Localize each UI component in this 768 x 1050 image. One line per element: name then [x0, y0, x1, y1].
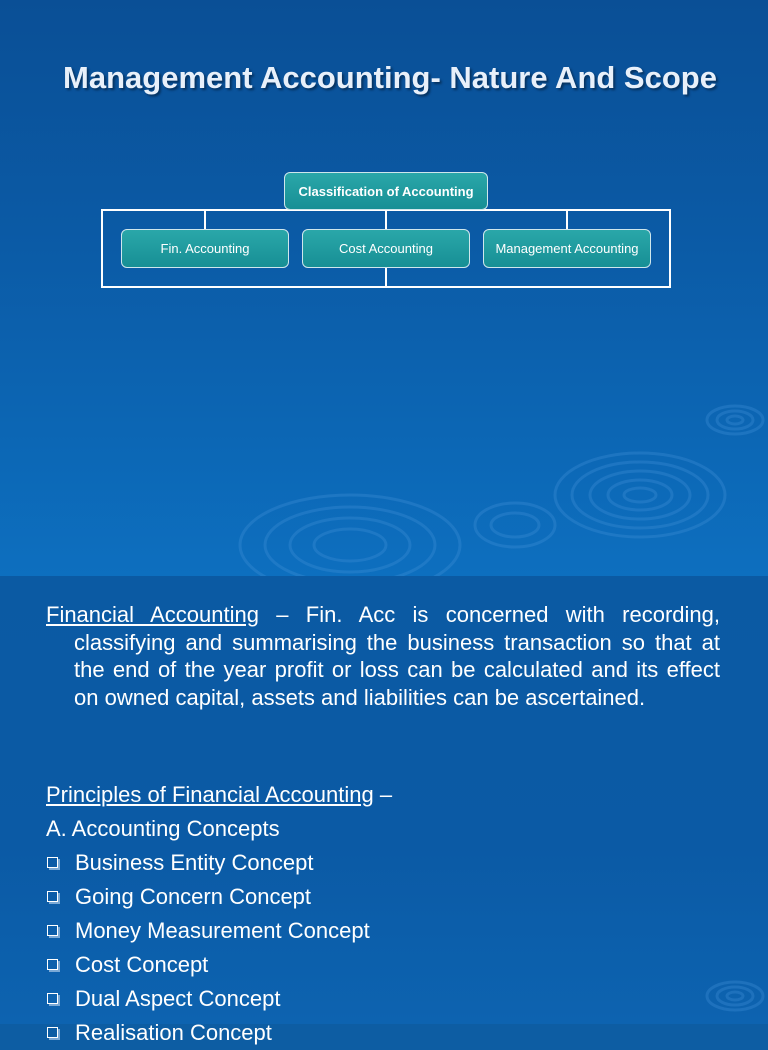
square-bullet-icon	[47, 959, 58, 970]
concept-label: Going Concern Concept	[75, 884, 312, 909]
financial-accounting-definition: – Fin. Acc is concerned with recording, classifying and summarising the business transaction so that at the end of the year profit or loss can be calculated and its effect on owned capital, assets and liabilities can be ascertained.	[74, 602, 721, 710]
concept-label: Realisation Concept	[75, 1020, 272, 1045]
square-bullet-icon	[47, 925, 58, 936]
concept-item	[46, 982, 726, 1016]
square-bullet-icon	[47, 993, 58, 1004]
square-bullet-icon	[47, 857, 58, 868]
principles-heading	[46, 778, 726, 812]
slide-title: Management Accounting- Nature And Scope	[63, 60, 717, 95]
square-bullet-icon	[47, 1027, 58, 1038]
concept-item	[46, 1016, 726, 1050]
principles-section	[46, 778, 726, 1050]
principles-term: Principles of Financial Accounting	[46, 782, 374, 807]
financial-accounting-paragraph	[46, 601, 720, 711]
concept-item	[46, 948, 726, 982]
org-node-fin-accounting: Fin. Accounting	[121, 229, 289, 268]
concept-item	[46, 880, 726, 914]
concept-label: Money Measurement Concept	[75, 918, 370, 943]
concept-label: Dual Aspect Concept	[75, 986, 281, 1011]
principles-dash: –	[373, 782, 393, 807]
concept-label: Business Entity Concept	[75, 850, 314, 875]
concept-item	[46, 846, 726, 880]
section-a-heading: A. Accounting Concepts	[46, 816, 280, 841]
org-node-cost-accounting: Cost Accounting	[302, 229, 470, 268]
concept-item	[46, 914, 726, 948]
org-node-root: Classification of Accounting	[284, 172, 488, 210]
org-node-management-accounting: Management Accounting	[483, 229, 651, 268]
financial-accounting-term: Financial Accounting	[46, 602, 259, 627]
concept-label: Cost Concept	[75, 952, 209, 977]
square-bullet-icon	[47, 891, 58, 902]
